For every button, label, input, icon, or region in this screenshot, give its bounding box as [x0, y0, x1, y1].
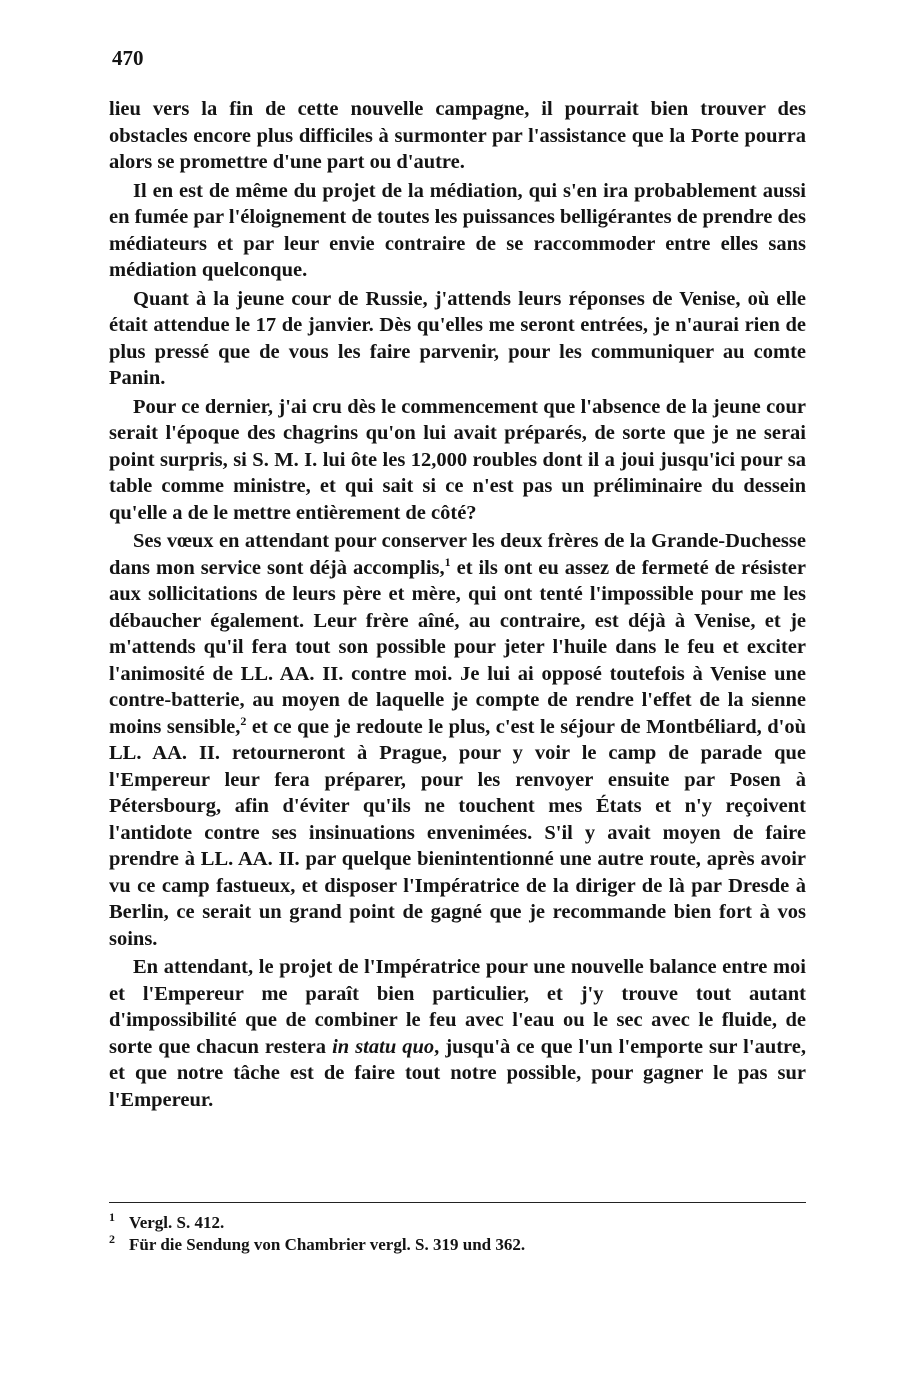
footnote-2-text: Für die Sendung von Chambrier vergl. S. 319 und 362.: [129, 1235, 526, 1254]
footnote-2: 2 Für die Sendung von Chambrier vergl. S. 319 und 362.: [109, 1232, 526, 1254]
paragraph-6-part-2: , jusqu'à ce que l'un l'emporte sur l'autre, et que notre tâche est de faire tout notre possible, pour gagner le pas sur l'Empereur.: [109, 1035, 806, 1111]
paragraph-3: Quant à la jeune cour de Russie, j'attends leurs réponses de Venise, où elle était attendue le 17 de janvier. Dès qu'elles me seront entrées, je n'aurai rien de plus pressé que de vous les faire parvenir, pour les communiquer au comte Panin.: [109, 287, 806, 389]
main-text: [109, 96, 806, 1115]
footnotes: [109, 1212, 806, 1256]
footnote-1: 1 Vergl. S. 412.: [109, 1210, 225, 1232]
paragraph-5-part-1: Ses vœux en attendant pour conserver les deux frères de la Grande-Duchesse dans mon service sont déjà accomplis,: [109, 530, 806, 579]
paragraph-6-italic: in statu quo: [332, 1035, 435, 1058]
paragraph-1: lieu vers la fin de cette nouvelle campagne, il pourrait bien trouver des obstacles encore plus difficiles à surmonter par l'assistance que la Porte pourra alors se promettre d'une part ou d'autre.: [109, 98, 806, 173]
page-number: 470: [112, 46, 144, 70]
paragraph-6-part-1: En attendant, le projet de l'Impératrice pour une nouvelle balance entre moi et l'Empereur me paraît bien particulier, et j'y trouve tout autant d'impossibilité que de combiner le feu avec l'eau ou le sec avec le fluide, de sorte que chacun restera: [109, 956, 806, 1058]
paragraph-4: Pour ce dernier, j'ai cru dès le commencement que l'absence de la jeune cour serait l'époque des chagrins qu'on lui avait préparés, de sorte que je ne serai point surpris, si S. M. I. lui ôte les 12,000 roubles dont il a joui jusqu'ici pour sa table comme ministre, et qui sait si ce n'est pas un préliminaire du dessein qu'elle a de le mettre entièrement de côté?: [109, 395, 806, 524]
paragraph-2: Il en est de même du projet de la médiation, qui s'en ira probablement aussi en fumée par l'éloignement de toutes les puissances belligérantes de prendre des médiateurs et par leur envie contraire de se raccommoder entre elles sans médiation quelconque.: [109, 179, 806, 281]
footnote-1-text: Vergl. S. 412.: [129, 1213, 225, 1232]
footnote-ref-1: 1: [444, 554, 451, 569]
paragraph-5: [109, 528, 806, 952]
paragraph-6: [109, 954, 806, 1113]
paragraph-5-part-3: et ce que je redoute le plus, c'est le séjour de Montbéliard, d'où LL. AA. II. retourneront à Prague, pour y voir le camp de parade que l'Empereur leur fera préparer, pour les renvoyer ensuite par Posen à Pétersbourg, afin d'éviter qu'ils ne touchent mes États et n'y reçoivent l'antidote contre ses insinuations envenimées. S'il y avait moyen de faire prendre à LL. AA. II. par quelque bienintentionné une autre route, après avoir vu ce camp fastueux, et disposer l'Impératrice de la diriger de là par Dresde à Berlin, ce serait un grand point de gagné que je recommande bien fort à vos soins.: [109, 715, 806, 950]
paragraph-5-part-2: et ils ont eu assez de fermeté de résister aux sollicitations de leurs père et mère, qui ont tenté l'impossible pour me les débaucher également. Leur frère aîné, au contraire, est déjà à Venise, et je m'attends qu'il fera tout son possible pour jeter l'huile dans le feu et exciter l'animosité de LL. AA. II. contre moi. Je lui ai opposé toutefois à Venise une contre-batterie, au moyen de laquelle je compte de rendre l'effet de la sienne moins sensible,: [109, 556, 806, 738]
footnote-ref-2: 2: [240, 713, 247, 728]
footnote-divider: [109, 1202, 806, 1203]
